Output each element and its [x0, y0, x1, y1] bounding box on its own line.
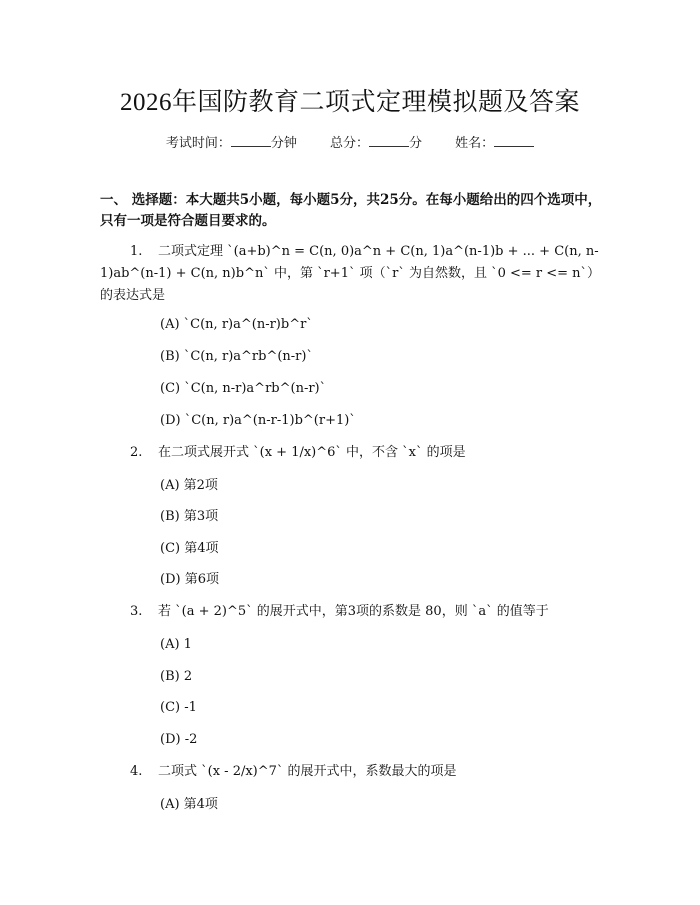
page-title: 2026年国防教育二项式定理模拟题及答案 [119, 89, 580, 116]
time-label: 考试时间： [165, 136, 231, 151]
time-unit: 分钟 [270, 136, 297, 151]
option-4a: (A) 第4项 [160, 797, 218, 812]
question-text: 二项式 `(x - 2/x)^7` 的展开式中，系数最大的项是 [158, 764, 457, 779]
question-1 [100, 241, 600, 307]
time-blank [231, 134, 271, 147]
score-blank [369, 134, 409, 147]
question-number: 2. [130, 445, 143, 460]
score-label: 总分： [329, 136, 369, 151]
option-2c: (C) 第4项 [160, 541, 219, 556]
question-number: 3. [130, 604, 143, 619]
option-2b: (B) 第3项 [160, 509, 219, 524]
option-3d: (D) -2 [160, 732, 198, 747]
option-1b: (B) `C(n, r)a^rb^(n-r)` [160, 349, 313, 364]
question-4 [100, 761, 600, 783]
question-number: 1. [130, 244, 143, 259]
question-2 [100, 442, 600, 464]
option-3c: (C) -1 [160, 700, 197, 715]
question-3 [100, 601, 600, 623]
option-3a: (A) 1 [160, 637, 192, 652]
question-text: 二项式定理 `(a+b)^n = C(n, 0)a^n + C(n, 1)a^(n-1)b + ... + C(n, n-1)ab^(n-1) + C(n, n)b^n` 中，第 `r+1` 项（`r` 为自然数，且 `0 <= r <= n`）的表达式是 [100, 244, 599, 303]
question-text: 在二项式展开式 `(x + 1/x)^6` 中，不含 `x` 的项是 [158, 445, 466, 460]
question-text: 若 `(a + 2)^5` 的展开式中，第3项的系数是 80，则 `a` 的值等于 [158, 604, 549, 619]
score-unit: 分 [409, 136, 423, 151]
section-heading: 一、 选择题：本大题共5小题，每小题5分，共25分。在每小题给出的四个选项中，只有一项是符合题目要求的。 [100, 192, 602, 229]
exam-meta-line [0, 132, 700, 151]
option-1c: (C) `C(n, n-r)a^rb^(n-r)` [160, 381, 327, 396]
option-2d: (D) 第6项 [160, 572, 219, 587]
option-2a: (A) 第2项 [160, 478, 218, 493]
question-number: 4. [130, 764, 143, 779]
option-1d: (D) `C(n, r)a^(n-r-1)b^(r+1)` [160, 413, 356, 428]
name-label: 姓名： [455, 136, 495, 151]
name-blank [494, 134, 534, 147]
option-3b: (B) 2 [160, 669, 193, 684]
option-1a: (A) `C(n, r)a^(n-r)b^r` [160, 317, 313, 332]
